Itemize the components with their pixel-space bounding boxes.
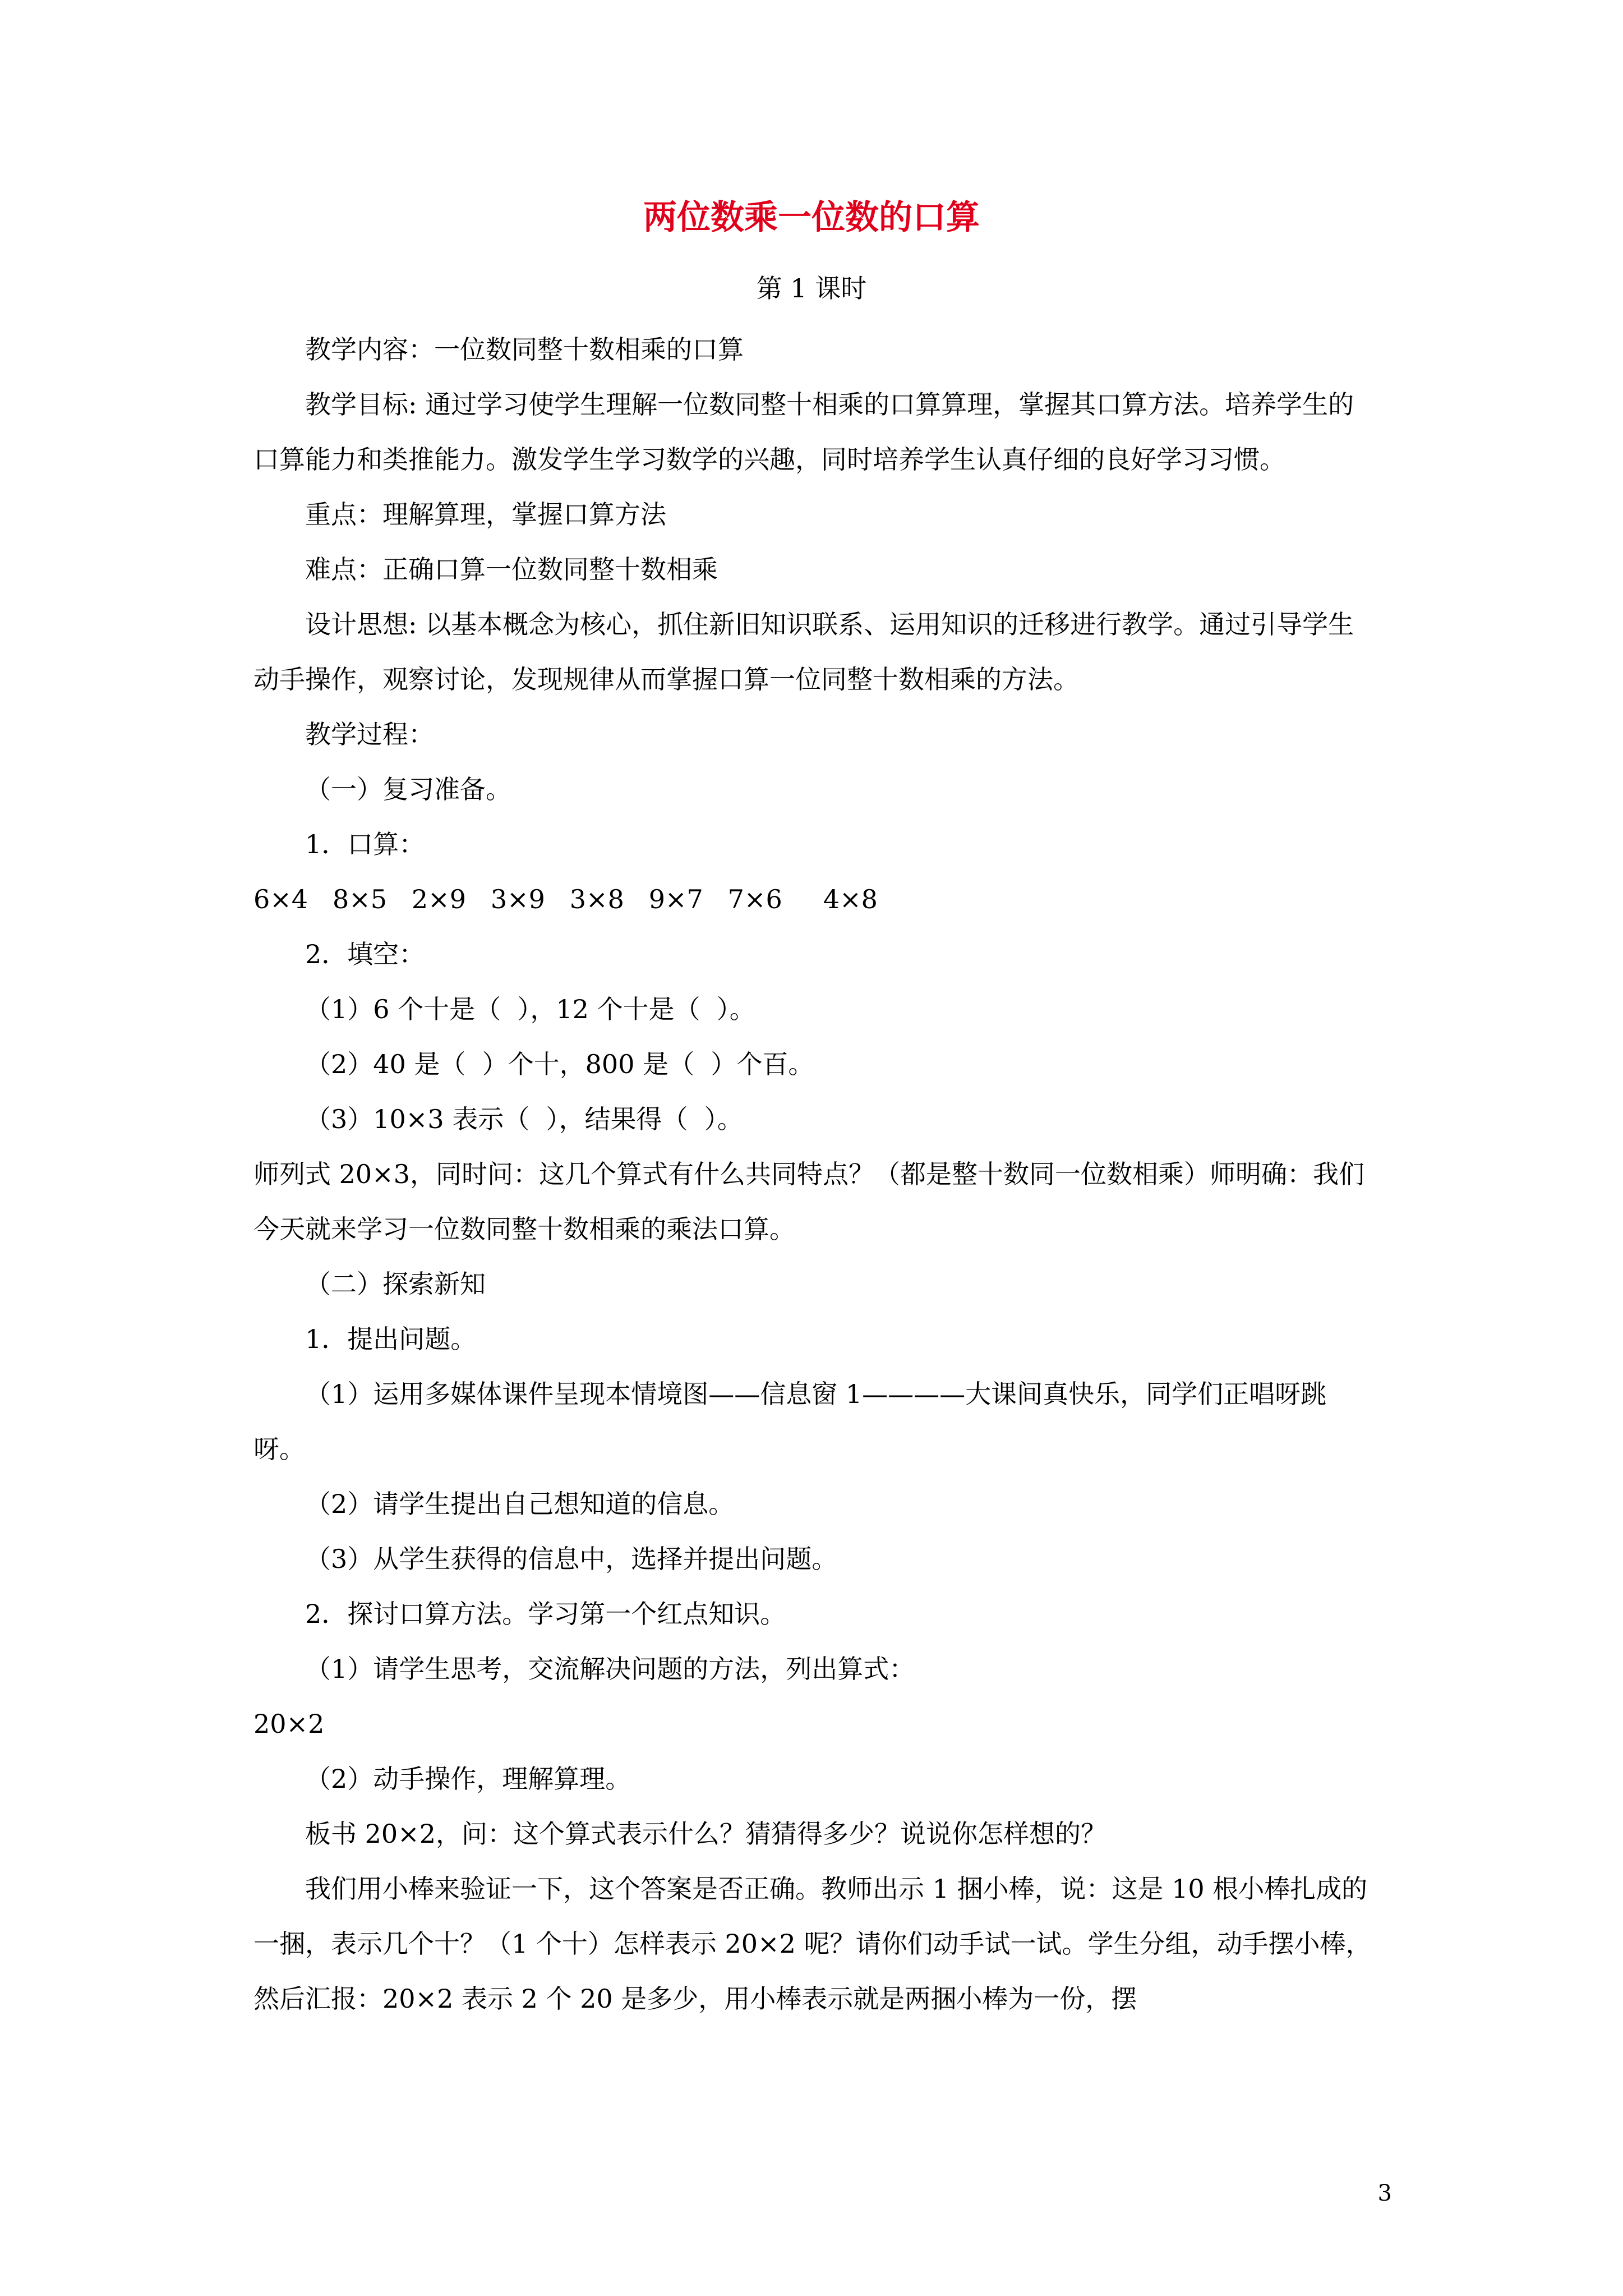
paragraph-teaching-goals: 教学目标: 通过学习使学生理解一位数同整十相乘的口算算理，掌握其口算方法。培养学生的口算能力和类推能力。激发学生学习数学的兴趣，同时培养学生认真仔细的良好学习习惯。 xyxy=(253,389,1354,475)
paragraph-multimedia: （1）运用多媒体课件呈现本情境图——信息窗 1————大课间真快乐，同学们正唱呀跳呀。 xyxy=(253,1379,1327,1464)
paragraph-think-exchange: （1）请学生思考，交流解决问题的方法，列出算式： xyxy=(305,1654,915,1684)
document-body xyxy=(253,322,1375,2026)
paragraph-hands-on: （2）动手操作，理解算理。 xyxy=(305,1764,631,1794)
paragraph-student-info: （2）请学生提出自己想知道的信息。 xyxy=(305,1489,735,1519)
paragraph-ask-question: 1．提出问题。 xyxy=(305,1324,477,1354)
paragraph-design-idea: 设计思想: 以基本概念为核心，抓住新旧知识联系、运用知识的迁移进行教学。通过引导学生动手操作，观察讨论，发现规律从而掌握口算一位同整十数相乘的方法。 xyxy=(253,609,1354,694)
page-number: 3 xyxy=(1377,2180,1392,2206)
paragraph-fill-blank-1: （1）6 个十是（ ），12 个十是（ ）。 xyxy=(305,994,755,1024)
lesson-subtitle: 第 1 课时 xyxy=(756,273,867,303)
paragraph-method-heading: 2．探讨口算方法。学习第一个红点知识。 xyxy=(305,1599,786,1629)
paragraph-oral-calc-heading: 1．口算： xyxy=(305,829,425,859)
paragraph-board-writing: 板书 20×2，问：这个算式表示什么？猜猜得多少？说说你怎样想的？ xyxy=(305,1819,1106,1849)
document-title: 两位数乘一位数的口算 xyxy=(643,198,980,237)
paragraph-select-question: （3）从学生获得的信息中，选择并提出问题。 xyxy=(305,1544,838,1574)
paragraph-fill-blank-heading: 2．填空： xyxy=(305,939,425,969)
paragraph-oral-calc-items: 6×4 8×5 2×9 3×9 3×8 9×7 7×6 4×8 xyxy=(253,884,878,914)
paragraph-process-heading: 教学过程： xyxy=(305,719,434,749)
paragraph-fill-blank-2: （2）40 是（ ）个十，800 是（ ）个百。 xyxy=(305,1049,814,1079)
paragraph-sticks-demo: 我们用小棒来验证一下，这个答案是否正确。教师出示 1 捆小棒，说：这是 10 根小棒扎成的一捆，表示几个十？（1 个十）怎样表示 20×2 呢？请你们动手试一试。学生分组，动手摆小棒，然后汇报：20×2 表示 2 个 20 是多少，用小棒表示就是两捆小棒为一份，摆 xyxy=(253,1874,1372,2014)
paragraph-teacher-question: 师列式 20×3，同时问：这几个算式有什么共同特点？（都是整十数同一位数相乘）师明确：我们今天就来学习一位数同整十数相乘的乘法口算。 xyxy=(253,1159,1364,1244)
paragraph-explore-heading: （二）探索新知 xyxy=(305,1269,486,1299)
paragraph-key-point: 重点：理解算理，掌握口算方法 xyxy=(305,499,666,530)
paragraph-difficulty: 难点：正确口算一位数同整十数相乘 xyxy=(305,554,718,585)
paragraph-fill-blank-3: （3）10×3 表示（ ），结果得（ ）。 xyxy=(305,1104,743,1134)
paragraph-review-heading: （一）复习准备。 xyxy=(305,774,511,804)
paragraph-formula: 20×2 xyxy=(253,1709,325,1739)
paragraph-teaching-content: 教学内容：一位数同整十数相乘的口算 xyxy=(305,334,744,365)
